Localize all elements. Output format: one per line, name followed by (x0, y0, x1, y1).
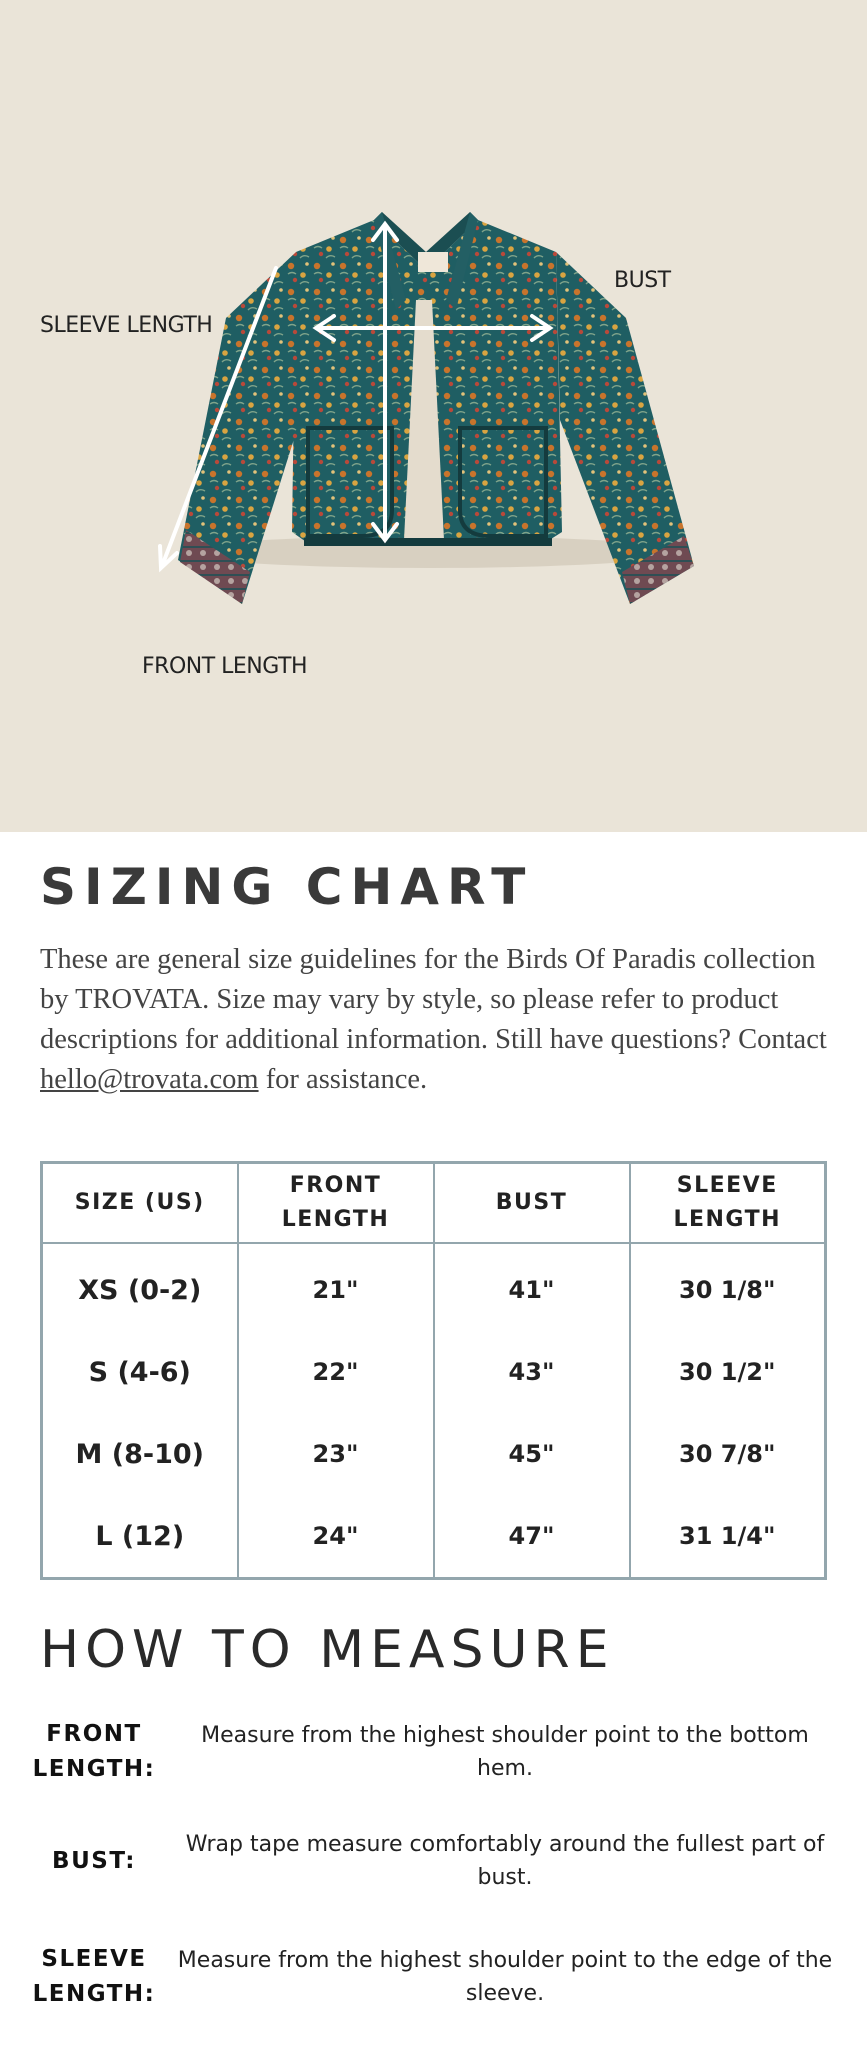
jacket-illustration (0, 0, 867, 832)
measure-item-bust (28, 1826, 838, 1896)
table-row (42, 1413, 826, 1495)
header-size: SIZE (US) (42, 1163, 238, 1244)
bust-cell: 41" (434, 1243, 630, 1331)
table-row (42, 1495, 826, 1579)
sizing-chart-title: SIZING CHART (40, 858, 534, 916)
bust-cell: 47" (434, 1495, 630, 1579)
sleeve-length-cell: 30 1/2" (630, 1331, 826, 1413)
table-row (42, 1331, 826, 1413)
sleeve-length-cell: 30 1/8" (630, 1243, 826, 1331)
sleeve-length-label: SLEEVE LENGTH (40, 313, 213, 338)
front-length-label: FRONT LENGTH (142, 654, 308, 679)
intro-text: These are general size guidelines for the Birds Of Paradis collection by TROVATA. Size may vary by style, so please refer to product descriptions for additional information. Still have questions? Contact (40, 944, 827, 1055)
front-length-cell: 24" (238, 1495, 434, 1579)
measure-term: FRONT LENGTH: (32, 1721, 156, 1782)
header-bust: BUST (434, 1163, 630, 1244)
hero-image-section (0, 0, 867, 832)
measure-description: Measure from the highest shoulder point to the edge of the sleeve. (177, 1948, 833, 2006)
size-cell: M (8-10) (42, 1413, 238, 1495)
front-length-cell: 22" (238, 1331, 434, 1413)
header-front-length: FRONT LENGTH (238, 1163, 434, 1244)
measure-item-front-length (28, 1712, 838, 1792)
front-length-cell: 23" (238, 1413, 434, 1495)
intro-suffix: for assistance. (265, 1064, 428, 1095)
sleeve-length-cell: 30 7/8" (630, 1413, 826, 1495)
measure-description: Measure from the highest shoulder point to the bottom hem. (201, 1723, 809, 1781)
sizing-intro (40, 940, 840, 1100)
measure-term: BUST: (52, 1847, 136, 1874)
measure-item-sleeve-length (28, 1937, 838, 2017)
bust-cell: 43" (434, 1331, 630, 1413)
how-to-measure-title: HOW TO MEASURE (40, 1620, 615, 1680)
bust-label: BUST (614, 268, 671, 293)
header-sleeve-length: SLEEVE LENGTH (630, 1163, 826, 1244)
sleeve-length-cell: 31 1/4" (630, 1495, 826, 1579)
table-row (42, 1243, 826, 1331)
size-cell: L (12) (42, 1495, 238, 1579)
front-length-cell: 21" (238, 1243, 434, 1331)
size-cell: S (4-6) (42, 1331, 238, 1413)
bust-cell: 45" (434, 1413, 630, 1495)
sizing-table (40, 1161, 827, 1580)
measure-description: Wrap tape measure comfortably around the fullest part of bust. (185, 1832, 825, 1890)
contact-email-link[interactable]: hello@trovata.com (40, 1064, 259, 1095)
size-cell: XS (0-2) (42, 1243, 238, 1331)
table-header-row (42, 1163, 826, 1244)
measure-term: SLEEVE LENGTH: (32, 1946, 156, 2007)
